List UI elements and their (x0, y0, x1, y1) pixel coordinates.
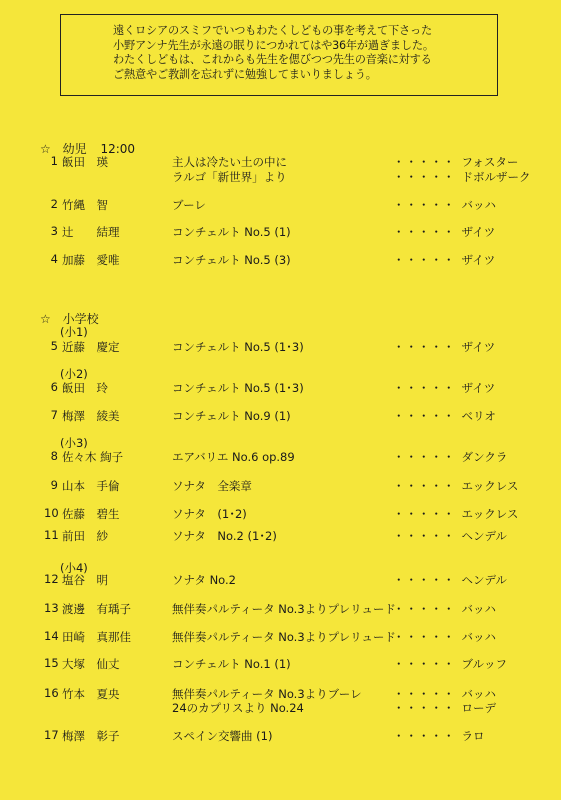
composer-name: ダンクラ (461, 450, 508, 464)
grade-label: (小1) (60, 325, 88, 339)
composer-name: バッハ (461, 602, 496, 616)
piece-title: エアバリエ No.6 op.89 (172, 450, 295, 464)
composer-name: バッハ (461, 687, 496, 701)
performer-name: 前田 紗 (62, 529, 108, 543)
piece-title: コンチェルト No.5 (1･3) (172, 340, 304, 354)
performer-number: 7 (50, 408, 58, 422)
performer-name: 梅澤 綾美 (62, 409, 120, 423)
leader-dots: ・・・・・ (393, 479, 456, 493)
grade-label: (小2) (60, 367, 88, 381)
performer-number: 1 (50, 154, 58, 168)
composer-name: エックレス (461, 479, 519, 493)
leader-dots: ・・・・・ (393, 170, 456, 184)
composer-name: ザイツ (461, 225, 496, 239)
notice-line: 遠くロシアのスミフでいつもわたくしどもの事を考えて下さった (113, 24, 432, 37)
leader-dots: ・・・・・ (393, 630, 456, 644)
performer-number: 12 (44, 572, 59, 586)
piece-title: 無伴奏パルティータ No.3よりプレリュード (172, 630, 396, 644)
star-icon: ☆ (40, 142, 51, 156)
performer-number: 4 (50, 252, 58, 266)
performer-number: 6 (50, 380, 58, 394)
piece-title: ブーレ (172, 198, 206, 212)
piece-title: ソナタ No.2 (1･2) (172, 529, 277, 543)
performer-name: 加藤 愛唯 (62, 253, 120, 267)
composer-name: バッハ (461, 198, 496, 212)
performer-number: 9 (50, 478, 58, 492)
composer-name: ザイツ (461, 340, 496, 354)
performer-number: 13 (44, 601, 59, 615)
leader-dots: ・・・・・ (393, 701, 456, 715)
performer-number: 10 (44, 506, 59, 520)
performer-name: 佐藤 碧生 (62, 507, 120, 521)
performer-name: 塩谷 明 (62, 573, 108, 587)
section-time: 12:00 (100, 142, 136, 156)
piece-title: ソナタ 全楽章 (172, 479, 252, 493)
performer-number: 5 (50, 339, 58, 353)
composer-name: ザイツ (461, 381, 496, 395)
composer-name: ブルッフ (461, 657, 508, 671)
performer-name: 竹縄 智 (62, 198, 108, 212)
performer-number: 15 (44, 656, 59, 670)
performer-name: 飯田 瑛 (62, 155, 108, 169)
piece-title: コンチェルト No.1 (1) (172, 657, 291, 671)
composer-name: ドボルザーク (461, 170, 531, 184)
composer-name: ラロ (461, 729, 485, 743)
composer-name: ヘンデル (461, 573, 507, 587)
grade-label: (小3) (60, 436, 88, 450)
section-label: 幼児 (62, 142, 87, 156)
performer-name: 大塚 仙丈 (62, 657, 120, 671)
composer-name: バッハ (461, 630, 496, 644)
performer-number: 16 (44, 686, 59, 700)
piece-title: コンチェルト No.5 (1) (172, 225, 291, 239)
performer-name: 辻 結理 (62, 225, 120, 239)
performer-name: 梅澤 彰子 (62, 729, 120, 743)
leader-dots: ・・・・・ (393, 155, 456, 169)
leader-dots: ・・・・・ (393, 687, 456, 701)
leader-dots: ・・・・・ (393, 450, 456, 464)
piece-title: 無伴奏パルティータ No.3よりブーレ (172, 687, 362, 701)
composer-name: ベリオ (461, 409, 496, 423)
composer-name: エックレス (461, 507, 519, 521)
piece-title: 主人は冷たい土の中に (172, 155, 287, 169)
leader-dots: ・・・・・ (393, 507, 456, 521)
piece-title: ラルゴ「新世界」より (172, 170, 287, 184)
composer-name: ザイツ (461, 253, 496, 267)
leader-dots: ・・・・・ (393, 198, 456, 212)
notice-line: わたくしどもは、これからも先生を偲びつつ先生の音楽に対する (113, 53, 432, 67)
piece-title: コンチェルト No.5 (3) (172, 253, 291, 267)
piece-title: コンチェルト No.9 (1) (172, 409, 291, 423)
grade-label: (小4) (60, 561, 88, 575)
piece-title: 無伴奏パルティータ No.3よりプレリュード (172, 602, 396, 616)
piece-title: ソナタ (1･2) (172, 507, 247, 521)
performer-name: 飯田 玲 (62, 381, 108, 395)
leader-dots: ・・・・・ (393, 225, 456, 239)
leader-dots: ・・・・・ (393, 729, 456, 743)
performer-name: 田崎 真那佳 (62, 630, 131, 644)
composer-name: フォスター (461, 155, 519, 169)
performer-name: 山本 手倫 (62, 479, 120, 493)
piece-title: コンチェルト No.5 (1･3) (172, 381, 304, 395)
performer-number: 8 (50, 449, 58, 463)
performer-number: 14 (44, 629, 59, 643)
leader-dots: ・・・・・ (393, 602, 456, 616)
leader-dots: ・・・・・ (393, 381, 456, 395)
performer-number: 2 (50, 197, 58, 211)
piece-title: スペイン交響曲 (1) (172, 729, 273, 743)
section-label: 小学校 (62, 312, 99, 326)
leader-dots: ・・・・・ (393, 573, 456, 587)
composer-name: ヘンデル (461, 529, 507, 543)
performer-number: 17 (44, 728, 59, 742)
leader-dots: ・・・・・ (393, 340, 456, 354)
star-icon: ☆ (40, 312, 51, 326)
leader-dots: ・・・・・ (393, 657, 456, 671)
piece-title: ソナタ No.2 (172, 573, 236, 587)
notice-box (60, 14, 498, 96)
leader-dots: ・・・・・ (393, 253, 456, 267)
performer-name: 近藤 慶定 (62, 340, 120, 354)
notice-line: 小野アンナ先生が永遠の眠りにつかれてはや36年が過ぎました。 (113, 38, 434, 52)
performer-name: 佐々木 絢子 (62, 450, 124, 464)
performer-number: 3 (50, 224, 58, 238)
notice-line: ご熱意やご教訓を忘れずに勉強してまいりましょう。 (113, 67, 377, 81)
piece-title: 24のカプリスより No.24 (172, 701, 304, 715)
leader-dots: ・・・・・ (393, 529, 456, 543)
composer-name: ローデ (461, 701, 496, 715)
leader-dots: ・・・・・ (393, 409, 456, 423)
performer-name: 竹本 夏央 (62, 687, 120, 701)
performer-name: 渡邊 有瑀子 (62, 602, 131, 616)
performer-number: 11 (44, 528, 59, 542)
